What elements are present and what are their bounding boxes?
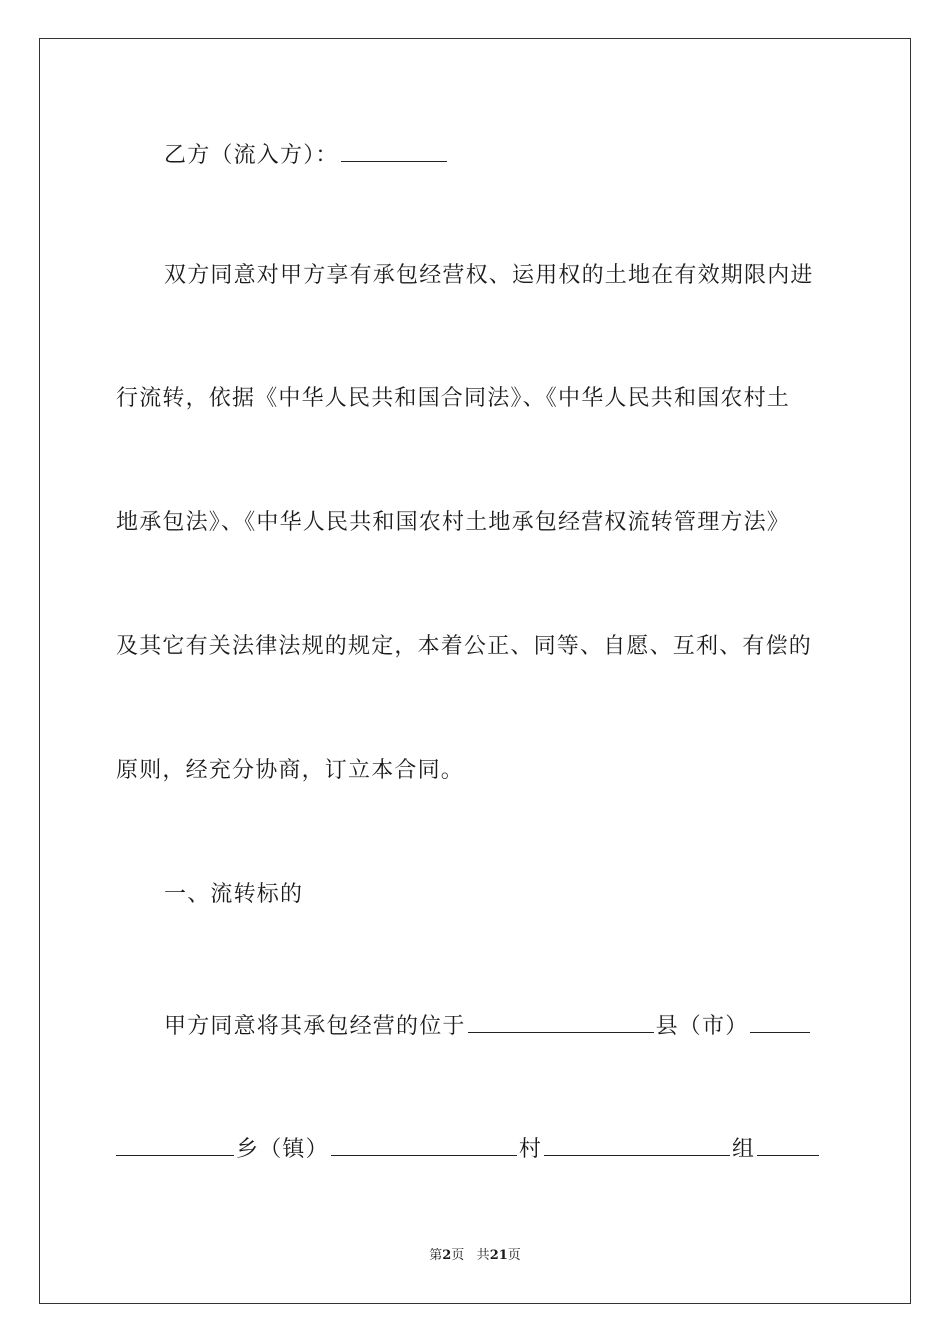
total-suffix: 页 — [507, 1248, 521, 1263]
page-number: 2 — [442, 1248, 452, 1263]
village-blank[interactable] — [331, 1133, 517, 1156]
location-line-1 — [116, 1010, 884, 1042]
page-footer — [0, 1247, 950, 1265]
county-label: 县（市） — [655, 1014, 749, 1039]
total-prefix: 共 — [476, 1248, 490, 1263]
county-trailing-blank[interactable] — [750, 1010, 810, 1033]
party-b-label: 乙方（流入方）： — [164, 143, 339, 168]
page-suffix: 页 — [451, 1248, 465, 1263]
section-heading: 一、流转标的 — [164, 882, 304, 907]
party-b-blank[interactable] — [341, 139, 447, 162]
party-b-line — [116, 139, 884, 171]
location-prefix: 甲方同意将其承包经营的位于 — [164, 1014, 466, 1039]
location-line-2 — [116, 1133, 836, 1165]
county-blank[interactable] — [468, 1010, 654, 1033]
page-border — [39, 38, 911, 1304]
page-prefix: 第 — [429, 1248, 443, 1263]
paragraph-line: 地承包法》、《中华人民共和国农村土地承包经营权流转管理方法》 — [116, 510, 791, 535]
group-trailing-blank[interactable] — [757, 1133, 819, 1156]
group-label: 组 — [732, 1137, 756, 1162]
paragraph-line: 行流转，依据《中华人民共和国合同法》、《中华人民共和国农村土 — [116, 386, 791, 411]
village-label: 村 — [518, 1137, 543, 1162]
paragraph-line: 双方同意对甲方享有承包经营权、运用权的土地在有效期限内进 — [164, 263, 814, 288]
paragraph-line: 及其它有关法律法规的规定，本着公正、同等、自愿、互利、有偿的 — [116, 634, 813, 659]
paragraph-line: 原则，经充分协商，订立本合同。 — [116, 758, 465, 783]
group-blank[interactable] — [544, 1133, 730, 1156]
township-blank[interactable] — [116, 1133, 234, 1156]
township-label: 乡（镇） — [236, 1137, 329, 1162]
total-number: 21 — [489, 1248, 508, 1263]
